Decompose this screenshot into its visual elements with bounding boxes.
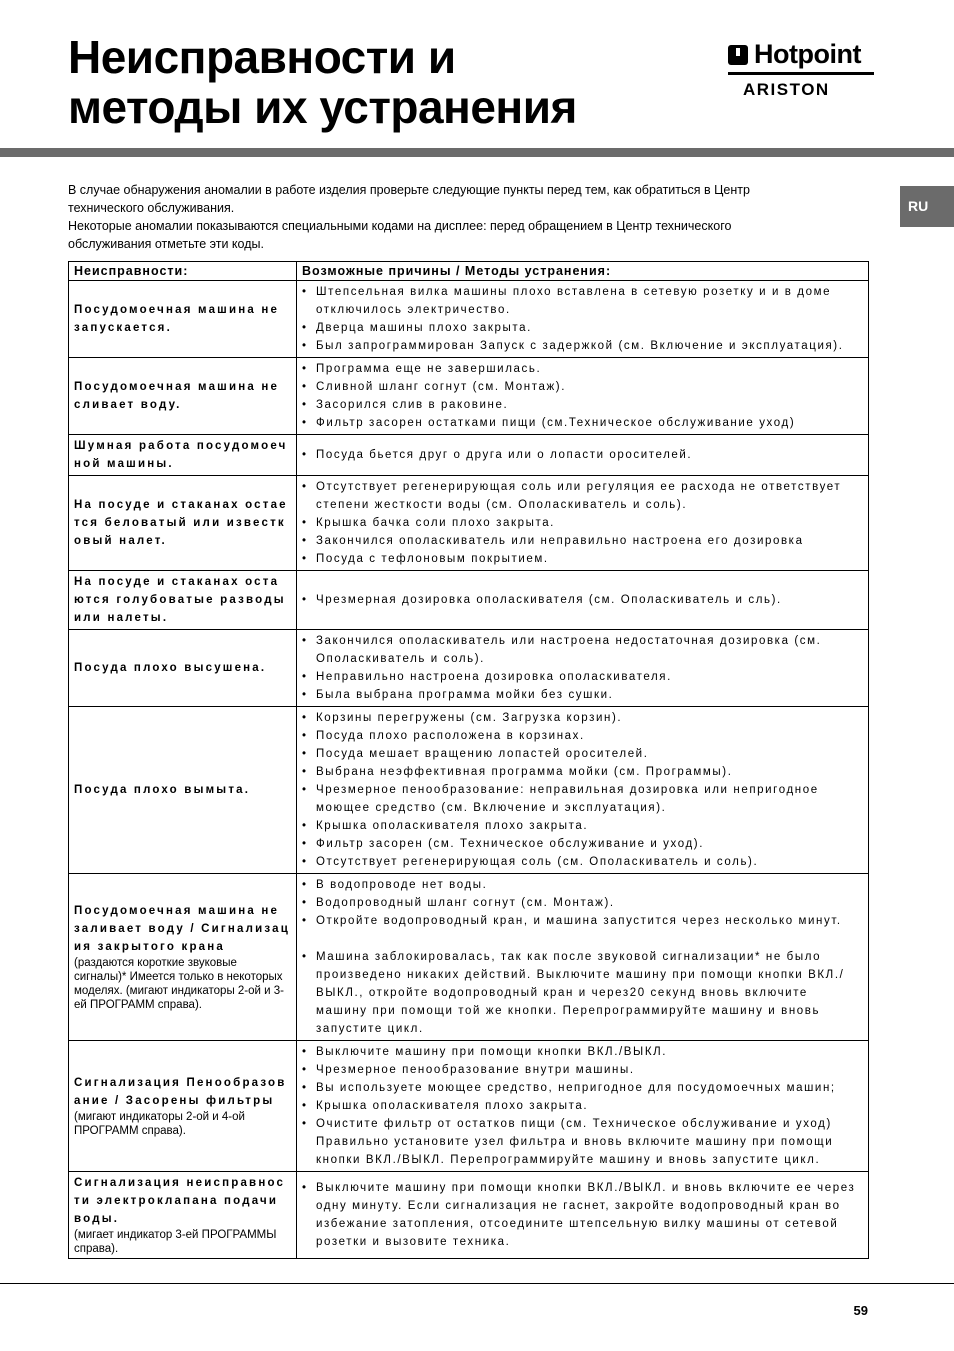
- fault-cell: [69, 630, 297, 707]
- cause-text: Очистите фильтр от остатков пищи (см. Техническое обслуживание и уход) Правильно установите узел фильтра и вновь включите машину при помощи кнопки ВКЛ./ВЫКЛ. Перепрограммируйте машину и вновь запустите цикл.: [316, 1118, 834, 1166]
- cause-item: [302, 668, 863, 686]
- bullet-icon: •: [302, 363, 308, 375]
- cause-text: Посуда плохо расположена в корзинах.: [316, 730, 585, 742]
- cause-text: В водопроводе нет воды.: [316, 879, 488, 891]
- bullet-icon: •: [302, 1082, 308, 1094]
- fault-cell: [69, 1041, 297, 1172]
- cause-text: Отсутствует регенерирующая соль или регуляция ее расхода не ответствует степени жесткости воды (см. Ополаскиватель и соль).: [316, 481, 842, 511]
- cause-item: [302, 396, 863, 414]
- bullet-icon: •: [302, 856, 308, 868]
- cause-item: [302, 1079, 863, 1097]
- cause-item: [302, 632, 863, 668]
- troubleshooting-table: [68, 261, 869, 1259]
- fault-cell: [69, 707, 297, 874]
- cause-text: Закончился ополаскиватель или настроена недостаточная дозировка (см. Ополаскиватель и соль).: [316, 635, 822, 665]
- cause-text: Фильтр засорен остатками пищи (см.Техническое обслуживание уход): [316, 417, 796, 429]
- fault-note: (раздаются короткие звуковые сигналы)* Имеется только в некоторых моделях. (мигают индикаторы 2-ой и 3-ей ПРОГРАММ справа).: [74, 957, 284, 1011]
- table-row: [69, 358, 869, 435]
- fault-cell: [69, 571, 297, 630]
- fault-title: Посудомоечная машина не заливает воду / Сигнализация закрытого крана: [74, 905, 291, 953]
- fault-title: Посудомоечная машина не запускается.: [74, 304, 280, 334]
- cause-item: [302, 414, 863, 432]
- fault-cell: [69, 281, 297, 358]
- bullet-icon: •: [302, 712, 308, 724]
- cause-text: Вы используете моющее средство, непригодное для посудомоечных машин;: [316, 1082, 836, 1094]
- cause-item: [302, 591, 863, 609]
- bullet-icon: •: [302, 286, 308, 298]
- bullet-icon: •: [302, 766, 308, 778]
- bullet-icon: •: [302, 340, 308, 352]
- cause-cell: [297, 358, 869, 435]
- bullet-icon: •: [302, 838, 308, 850]
- bullet-icon: •: [302, 381, 308, 393]
- cause-text: Дверца машины плохо закрыта.: [316, 322, 532, 334]
- header-bar: [0, 148, 954, 157]
- bullet-icon: •: [302, 594, 308, 606]
- cause-text: Штепсельная вилка машины плохо вставлена в сетевую розетку и и в доме отключилось электричество.: [316, 286, 832, 316]
- cause-text: Чрезмерная дозировка ополаскивателя (см. Ополаскиватель и сль).: [316, 594, 782, 606]
- cause-item: [302, 378, 863, 396]
- col-header-faults: Неисправности:: [69, 262, 297, 281]
- cause-item: [302, 745, 863, 763]
- bullet-icon: •: [302, 784, 308, 796]
- cause-item: [302, 763, 863, 781]
- cause-cell: [297, 1041, 869, 1172]
- table-header-row: [69, 262, 869, 281]
- table-row: [69, 435, 869, 476]
- table-row: [69, 1041, 869, 1172]
- bullet-icon: •: [302, 820, 308, 832]
- cause-item: [302, 853, 863, 871]
- cause-cell: [297, 630, 869, 707]
- cause-item: [302, 727, 863, 745]
- cause-item: [302, 876, 863, 894]
- cause-text: Сливной шланг согнут (см. Монтаж).: [316, 381, 567, 393]
- intro-line: технического обслуживания.: [68, 201, 235, 215]
- bullet-icon: •: [302, 897, 308, 909]
- cause-item: [302, 948, 863, 1038]
- cause-item: [302, 1061, 863, 1079]
- bullet-icon: •: [302, 915, 308, 927]
- cause-cell: [297, 281, 869, 358]
- cause-item: [302, 478, 863, 514]
- cause-item: [302, 360, 863, 378]
- bullet-icon: •: [302, 449, 308, 461]
- cause-text: Закончился ополаскиватель или неправильно настроена его дозировка: [316, 535, 804, 547]
- bullet-icon: •: [302, 399, 308, 411]
- cause-item: [302, 894, 863, 912]
- cause-text: Корзины перегружены (см. Загрузка корзин).: [316, 712, 623, 724]
- bullet-icon: •: [302, 417, 308, 429]
- logo-main: [728, 40, 861, 68]
- cause-text: Выключите машину при помощи кнопки ВКЛ./ВЫКЛ.: [316, 1046, 668, 1058]
- fault-cell: [69, 358, 297, 435]
- cause-text: Неправильно настроена дозировка ополаскивателя.: [316, 671, 672, 683]
- table-row: [69, 707, 869, 874]
- bullet-icon: •: [302, 481, 308, 493]
- fault-title: Посуда плохо высушена.: [74, 662, 267, 674]
- page-title-line2: методы их устранения: [68, 81, 577, 133]
- cause-text: Посуда мешает вращению лопастей оросителей.: [316, 748, 649, 760]
- fault-note: (мигает индикатор 3-ей ПРОГРАММЫ справа).: [74, 1229, 277, 1255]
- brand-logo: [728, 40, 874, 102]
- fault-title: На посуде и стаканах остаются голубоватые разводы или налеты.: [74, 576, 286, 624]
- cause-item: [302, 781, 863, 817]
- page-number: 59: [853, 1303, 868, 1318]
- cause-text: Был запрограммирован Запуск с задержкой (см. Включение и эксплуатация).: [316, 340, 844, 352]
- cause-cell: [297, 571, 869, 630]
- cause-item: [302, 912, 863, 930]
- table-body: [69, 281, 869, 1259]
- cause-item: [302, 1115, 863, 1169]
- cause-text: Крышка ополаскивателя плохо закрыта.: [316, 820, 589, 832]
- footer-rule: [0, 1283, 954, 1284]
- logo-main-text: Hotpoint: [754, 39, 861, 69]
- cause-text: Была выбрана программа мойки без сушки.: [316, 689, 614, 701]
- fault-cell: [69, 1172, 297, 1259]
- cause-item: [302, 1097, 863, 1115]
- cause-item: [302, 283, 863, 319]
- cause-text: Чрезмерное пенообразование: неправильная дозировка или непригодное моющее средство (см. Включение и эксплуатация).: [316, 784, 819, 814]
- bullet-icon: •: [302, 1100, 308, 1112]
- bullet-icon: •: [302, 535, 308, 547]
- fault-cell: [69, 435, 297, 476]
- cause-text: Фильтр засорен (см. Техническое обслуживание и уход).: [316, 838, 705, 850]
- bullet-icon: •: [302, 635, 308, 647]
- bullet-icon: •: [302, 730, 308, 742]
- cause-text: Машина заблокировалась, так как после звуковой сигнализации* не было произведено никаких действий. Выключите машину при помощи кнопки ВКЛ./ВЫКЛ., откройте водопроводный кран и через20 секунд вновь включите машину при помощи той же кнопки. Перепрограммируйте машину и вновь запустите цикл.: [316, 951, 845, 1035]
- col-header-causes: Возможные причины / Методы устранения:: [297, 262, 869, 281]
- intro-line: В случае обнаружения аномалии в работе изделия проверьте следующие пункты перед тем, как обратиться в Центр: [68, 183, 750, 197]
- bullet-icon: •: [302, 322, 308, 334]
- fault-title: Шумная работа посудомоечной машины.: [74, 440, 288, 470]
- cause-item: [302, 446, 863, 464]
- bullet-icon: •: [302, 1118, 308, 1130]
- fault-cell: [69, 874, 297, 1041]
- cause-item: [302, 550, 863, 568]
- cause-text: Крышка бачка соли плохо закрыта.: [316, 517, 555, 529]
- cause-item: [302, 1043, 863, 1061]
- cause-text: Программа еще не завершилась.: [316, 363, 542, 375]
- cause-text: Чрезмерное пенообразование внутри машины.: [316, 1064, 635, 1076]
- cause-item: [302, 1179, 863, 1251]
- cause-text: Посуда с тефлоновым покрытием.: [316, 553, 549, 565]
- cause-item: [302, 686, 863, 704]
- cause-text: Крышка ополаскивателя плохо закрыта.: [316, 1100, 589, 1112]
- cause-cell: [297, 707, 869, 874]
- cause-text: Выключите машину при помощи кнопки ВКЛ./ВЫКЛ. и вновь включите ее через одну минуту. Если сигнализация не гаснет, закройте водопроводный кран во избежание затопления, отсоедините штепсельную вилку машины от сетевой розетки и вызовите техника.: [316, 1182, 856, 1248]
- table-row: [69, 630, 869, 707]
- cause-text: Выбрана неэффективная программа мойки (см. Программы).: [316, 766, 733, 778]
- bullet-icon: •: [302, 553, 308, 565]
- cause-text: Откройте водопроводный кран, и машина запустится через несколько минут.: [316, 915, 842, 927]
- cause-text: Водопроводный шланг согнут (см. Монтаж).: [316, 897, 615, 909]
- bullet-icon: •: [302, 517, 308, 529]
- bullet-icon: •: [302, 1064, 308, 1076]
- bullet-icon: •: [302, 671, 308, 683]
- fault-title: Сигнализация неисправности электроклапана подачи воды.: [74, 1177, 286, 1225]
- table-row: [69, 874, 869, 1041]
- cause-spacer: [302, 930, 863, 948]
- bullet-icon: •: [302, 951, 308, 963]
- logo-rule: [728, 72, 874, 75]
- cause-cell: [297, 476, 869, 571]
- cause-text: Засорился слив в раковине.: [316, 399, 509, 411]
- table-row: [69, 571, 869, 630]
- cause-item: [302, 709, 863, 727]
- fault-note: (мигают индикаторы 2-ой и 4-ой ПРОГРАММ справа).: [74, 1111, 245, 1137]
- fault-title: Посудомоечная машина не сливает воду.: [74, 381, 280, 411]
- bullet-icon: •: [302, 879, 308, 891]
- fault-title: Посуда плохо вымыта.: [74, 784, 251, 796]
- cause-item: [302, 337, 863, 355]
- bullet-icon: •: [302, 689, 308, 701]
- cause-item: [302, 835, 863, 853]
- cause-cell: [297, 435, 869, 476]
- cause-cell: [297, 1172, 869, 1259]
- fault-cell: [69, 476, 297, 571]
- bullet-icon: •: [302, 1046, 308, 1058]
- fault-title: Сигнализация Пенообразование / Засорены фильтры: [74, 1077, 287, 1107]
- cause-cell: [297, 874, 869, 1041]
- page-title: [68, 32, 577, 132]
- bullet-icon: •: [302, 748, 308, 760]
- fault-title: На посуде и стаканах остается беловатый или известковый налет.: [74, 499, 288, 547]
- intro-line: Некоторые аномалии показываются специальными кодами на дисплее: перед обращением в Центр технического: [68, 219, 732, 233]
- page-title-line1: Неисправности и: [68, 31, 456, 83]
- cause-item: [302, 514, 863, 532]
- table-row: [69, 281, 869, 358]
- cause-item: [302, 532, 863, 550]
- table-row: [69, 476, 869, 571]
- logo-sub-text: ARISTON: [743, 80, 830, 99]
- cause-text: Отсутствует регенерирующая соль (см. Ополаскиватель и соль).: [316, 856, 759, 868]
- cause-text: Посуда бьется друг о друга или о лопасти оросителей.: [316, 449, 693, 461]
- bullet-icon: •: [302, 1182, 308, 1194]
- logo-mark-icon: [728, 45, 748, 65]
- language-tab: RU: [900, 186, 954, 227]
- table-row: [69, 1172, 869, 1259]
- intro-text: [68, 181, 868, 253]
- cause-item: [302, 817, 863, 835]
- intro-line: обслуживания отметьте эти коды.: [68, 237, 264, 251]
- cause-item: [302, 319, 863, 337]
